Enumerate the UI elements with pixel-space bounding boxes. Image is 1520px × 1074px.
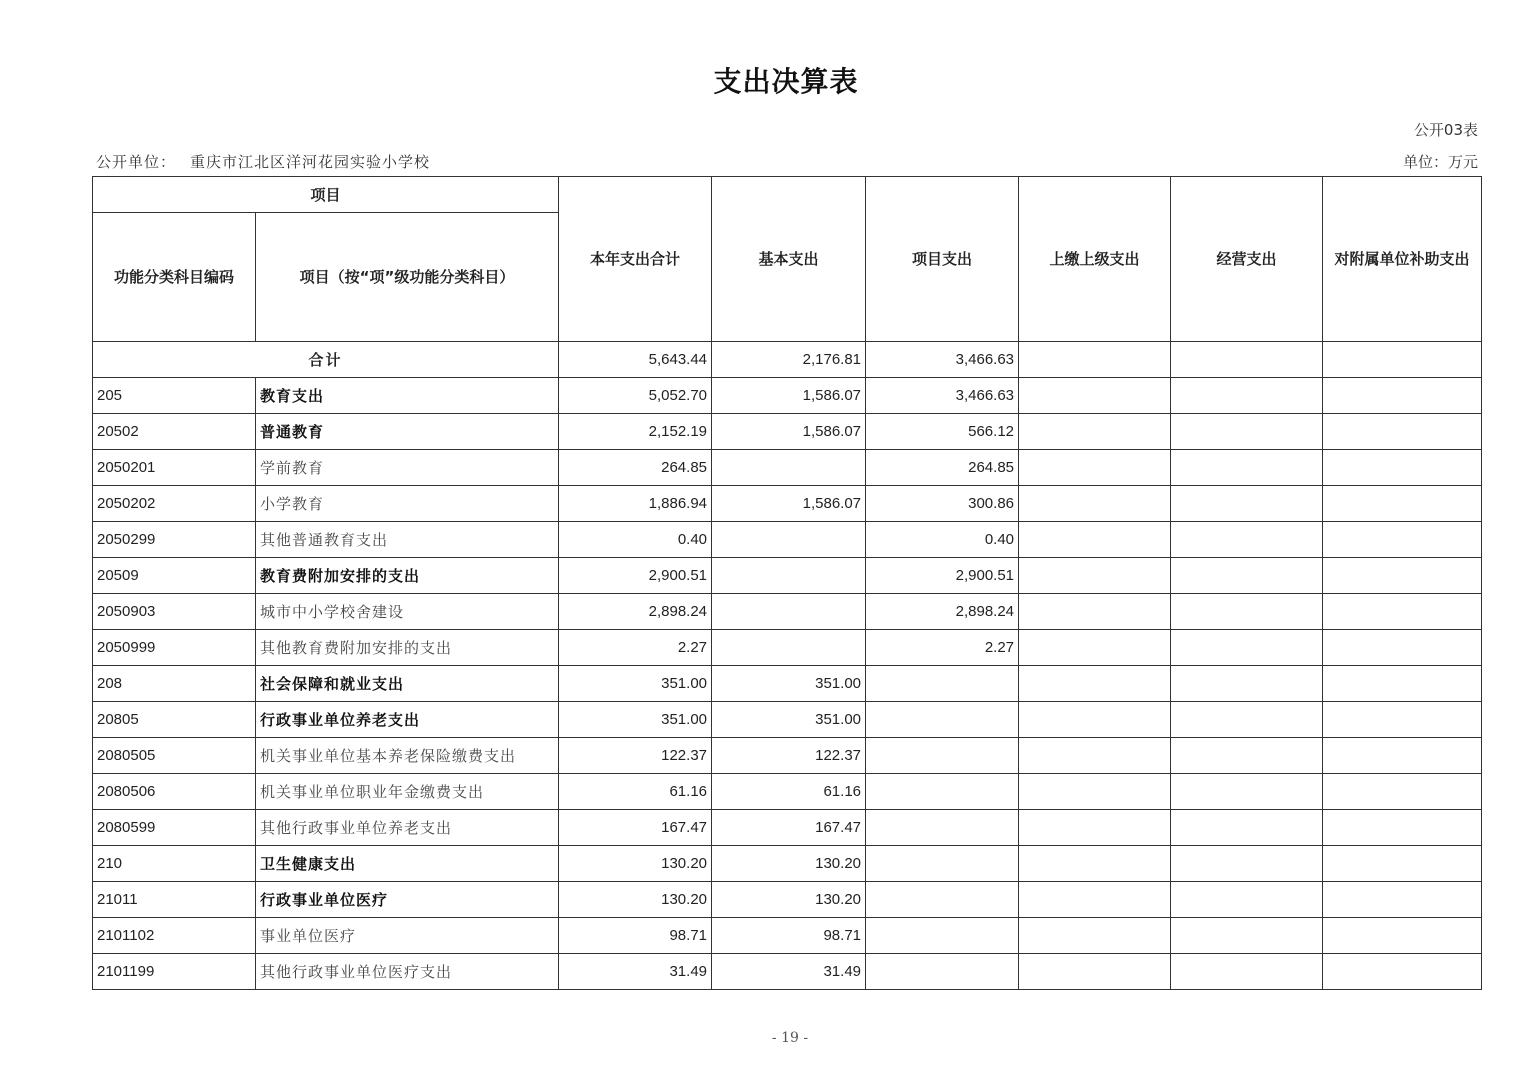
total-row bbox=[93, 342, 1482, 378]
cell-code: 2050201 bbox=[93, 450, 256, 486]
cell-business bbox=[1171, 810, 1323, 846]
cell-name: 学前教育 bbox=[256, 450, 559, 486]
cell-subsidy bbox=[1323, 738, 1482, 774]
cell-subsidy bbox=[1323, 810, 1482, 846]
cell-business bbox=[1171, 846, 1323, 882]
cell-subsidy bbox=[1323, 378, 1482, 414]
cell-business bbox=[1171, 414, 1323, 450]
cell-subsidy bbox=[1323, 666, 1482, 702]
page-number: - 19 - bbox=[771, 1030, 809, 1046]
cell-project: 3,466.63 bbox=[866, 378, 1019, 414]
reporting-unit bbox=[96, 151, 430, 172]
table-row bbox=[93, 702, 1482, 738]
cell-code: 2080505 bbox=[93, 738, 256, 774]
cell-project bbox=[866, 846, 1019, 882]
cell-project: 0.40 bbox=[866, 522, 1019, 558]
cell-subsidy bbox=[1323, 846, 1482, 882]
cell-business bbox=[1171, 378, 1323, 414]
cell-code: 2101102 bbox=[93, 918, 256, 954]
cell-upper bbox=[1019, 702, 1171, 738]
total-cell-subsidy bbox=[1323, 342, 1482, 378]
cell-code: 2050903 bbox=[93, 594, 256, 630]
table-row bbox=[93, 378, 1482, 414]
cell-code: 2050299 bbox=[93, 522, 256, 558]
cell-name: 城市中小学校舍建设 bbox=[256, 594, 559, 630]
cell-basic: 98.71 bbox=[712, 918, 866, 954]
cell-code: 2050999 bbox=[93, 630, 256, 666]
cell-name: 行政事业单位养老支出 bbox=[256, 702, 559, 738]
header-project: 项目支出 bbox=[866, 177, 1019, 342]
cell-total: 130.20 bbox=[559, 846, 712, 882]
cell-project bbox=[866, 702, 1019, 738]
cell-total: 0.40 bbox=[559, 522, 712, 558]
table-row bbox=[93, 486, 1482, 522]
cell-basic: 130.20 bbox=[712, 846, 866, 882]
cell-business bbox=[1171, 954, 1323, 990]
cell-subsidy bbox=[1323, 558, 1482, 594]
header-upper: 上缴上级支出 bbox=[1019, 177, 1171, 342]
cell-total: 5,052.70 bbox=[559, 378, 712, 414]
cell-project bbox=[866, 810, 1019, 846]
table-row bbox=[93, 522, 1482, 558]
cell-basic: 1,586.07 bbox=[712, 486, 866, 522]
page-title: 支出决算表 bbox=[713, 65, 859, 98]
table-row bbox=[93, 810, 1482, 846]
header-business: 经营支出 bbox=[1171, 177, 1323, 342]
cell-business bbox=[1171, 522, 1323, 558]
cell-total: 1,886.94 bbox=[559, 486, 712, 522]
cell-code: 21011 bbox=[93, 882, 256, 918]
table-row bbox=[93, 630, 1482, 666]
cell-code: 2080506 bbox=[93, 774, 256, 810]
cell-project bbox=[866, 666, 1019, 702]
cell-subsidy bbox=[1323, 882, 1482, 918]
cell-business bbox=[1171, 594, 1323, 630]
cell-project: 264.85 bbox=[866, 450, 1019, 486]
cell-business bbox=[1171, 774, 1323, 810]
cell-name: 社会保障和就业支出 bbox=[256, 666, 559, 702]
cell-total: 351.00 bbox=[559, 702, 712, 738]
cell-code: 20509 bbox=[93, 558, 256, 594]
form-number: 公开03表 bbox=[1413, 121, 1478, 139]
total-cell-upper bbox=[1019, 342, 1171, 378]
cell-subsidy bbox=[1323, 954, 1482, 990]
cell-business bbox=[1171, 486, 1323, 522]
cell-project bbox=[866, 882, 1019, 918]
cell-business bbox=[1171, 666, 1323, 702]
cell-total: 122.37 bbox=[559, 738, 712, 774]
cell-subsidy bbox=[1323, 450, 1482, 486]
cell-subsidy bbox=[1323, 486, 1482, 522]
cell-code: 20502 bbox=[93, 414, 256, 450]
cell-name: 小学教育 bbox=[256, 486, 559, 522]
table-row bbox=[93, 954, 1482, 990]
currency-unit: 单位：万元 bbox=[1402, 153, 1478, 171]
cell-upper bbox=[1019, 918, 1171, 954]
table-row bbox=[93, 594, 1482, 630]
cell-upper bbox=[1019, 774, 1171, 810]
table-row bbox=[93, 846, 1482, 882]
reporting-unit-label: 公开单位： bbox=[96, 153, 177, 171]
table-row bbox=[93, 450, 1482, 486]
cell-code: 210 bbox=[93, 846, 256, 882]
cell-business bbox=[1171, 738, 1323, 774]
cell-upper bbox=[1019, 486, 1171, 522]
cell-project: 2.27 bbox=[866, 630, 1019, 666]
cell-total: 61.16 bbox=[559, 774, 712, 810]
cell-basic: 122.37 bbox=[712, 738, 866, 774]
cell-total: 167.47 bbox=[559, 810, 712, 846]
cell-total: 130.20 bbox=[559, 882, 712, 918]
cell-upper bbox=[1019, 630, 1171, 666]
cell-subsidy bbox=[1323, 522, 1482, 558]
cell-upper bbox=[1019, 846, 1171, 882]
cell-project: 2,898.24 bbox=[866, 594, 1019, 630]
header-item: 项目（按“项”级功能分类科目） bbox=[256, 213, 559, 342]
table-row bbox=[93, 738, 1482, 774]
header-row-1 bbox=[93, 177, 1482, 213]
cell-basic bbox=[712, 450, 866, 486]
expenditure-table bbox=[92, 176, 1482, 990]
cell-basic: 130.20 bbox=[712, 882, 866, 918]
cell-total: 351.00 bbox=[559, 666, 712, 702]
cell-upper bbox=[1019, 414, 1171, 450]
reporting-unit-name: 重庆市江北区洋河花园实验小学校 bbox=[190, 153, 431, 171]
header-code: 功能分类科目编码 bbox=[93, 213, 256, 342]
cell-subsidy bbox=[1323, 774, 1482, 810]
cell-project bbox=[866, 774, 1019, 810]
total-cell-total: 5,643.44 bbox=[559, 342, 712, 378]
cell-business bbox=[1171, 882, 1323, 918]
cell-name: 教育支出 bbox=[256, 378, 559, 414]
cell-project bbox=[866, 918, 1019, 954]
cell-basic: 351.00 bbox=[712, 666, 866, 702]
cell-upper bbox=[1019, 954, 1171, 990]
cell-basic: 1,586.07 bbox=[712, 378, 866, 414]
cell-name: 行政事业单位医疗 bbox=[256, 882, 559, 918]
cell-basic bbox=[712, 558, 866, 594]
cell-name: 其他教育费附加安排的支出 bbox=[256, 630, 559, 666]
cell-name: 其他行政事业单位医疗支出 bbox=[256, 954, 559, 990]
cell-code: 20805 bbox=[93, 702, 256, 738]
cell-total: 264.85 bbox=[559, 450, 712, 486]
cell-total: 98.71 bbox=[559, 918, 712, 954]
cell-project: 300.86 bbox=[866, 486, 1019, 522]
total-cell-business bbox=[1171, 342, 1323, 378]
header-subsidy: 对附属单位补助支出 bbox=[1323, 177, 1482, 342]
cell-name: 其他普通教育支出 bbox=[256, 522, 559, 558]
total-cell-project: 3,466.63 bbox=[866, 342, 1019, 378]
table-row bbox=[93, 414, 1482, 450]
cell-total: 31.49 bbox=[559, 954, 712, 990]
cell-name: 卫生健康支出 bbox=[256, 846, 559, 882]
cell-project: 2,900.51 bbox=[866, 558, 1019, 594]
table-row bbox=[93, 774, 1482, 810]
cell-total: 2,152.19 bbox=[559, 414, 712, 450]
cell-code: 2080599 bbox=[93, 810, 256, 846]
total-label: 合计 bbox=[93, 342, 559, 378]
table-row bbox=[93, 918, 1482, 954]
table-row bbox=[93, 666, 1482, 702]
cell-business bbox=[1171, 450, 1323, 486]
cell-subsidy bbox=[1323, 918, 1482, 954]
cell-upper bbox=[1019, 450, 1171, 486]
cell-basic bbox=[712, 630, 866, 666]
cell-subsidy bbox=[1323, 630, 1482, 666]
header-total: 本年支出合计 bbox=[559, 177, 712, 342]
cell-business bbox=[1171, 918, 1323, 954]
cell-total: 2,898.24 bbox=[559, 594, 712, 630]
cell-basic: 351.00 bbox=[712, 702, 866, 738]
cell-total: 2.27 bbox=[559, 630, 712, 666]
cell-basic: 1,586.07 bbox=[712, 414, 866, 450]
cell-business bbox=[1171, 702, 1323, 738]
cell-upper bbox=[1019, 810, 1171, 846]
cell-upper bbox=[1019, 738, 1171, 774]
cell-basic: 167.47 bbox=[712, 810, 866, 846]
cell-upper bbox=[1019, 594, 1171, 630]
cell-project bbox=[866, 738, 1019, 774]
table-row bbox=[93, 558, 1482, 594]
cell-name: 教育费附加安排的支出 bbox=[256, 558, 559, 594]
cell-total: 2,900.51 bbox=[559, 558, 712, 594]
cell-project: 566.12 bbox=[866, 414, 1019, 450]
header-group-project: 项目 bbox=[93, 177, 559, 213]
cell-basic bbox=[712, 594, 866, 630]
cell-project bbox=[866, 954, 1019, 990]
cell-basic: 61.16 bbox=[712, 774, 866, 810]
total-cell-basic: 2,176.81 bbox=[712, 342, 866, 378]
cell-code: 2050202 bbox=[93, 486, 256, 522]
cell-code: 205 bbox=[93, 378, 256, 414]
cell-basic: 31.49 bbox=[712, 954, 866, 990]
cell-name: 机关事业单位职业年金缴费支出 bbox=[256, 774, 559, 810]
table-row bbox=[93, 882, 1482, 918]
cell-subsidy bbox=[1323, 414, 1482, 450]
cell-basic bbox=[712, 522, 866, 558]
cell-subsidy bbox=[1323, 594, 1482, 630]
cell-name: 普通教育 bbox=[256, 414, 559, 450]
cell-code: 208 bbox=[93, 666, 256, 702]
cell-business bbox=[1171, 630, 1323, 666]
cell-upper bbox=[1019, 882, 1171, 918]
cell-code: 2101199 bbox=[93, 954, 256, 990]
cell-name: 其他行政事业单位养老支出 bbox=[256, 810, 559, 846]
cell-name: 事业单位医疗 bbox=[256, 918, 559, 954]
cell-subsidy bbox=[1323, 702, 1482, 738]
cell-upper bbox=[1019, 378, 1171, 414]
cell-upper bbox=[1019, 522, 1171, 558]
header-basic: 基本支出 bbox=[712, 177, 866, 342]
cell-upper bbox=[1019, 666, 1171, 702]
cell-upper bbox=[1019, 558, 1171, 594]
cell-name: 机关事业单位基本养老保险缴费支出 bbox=[256, 738, 559, 774]
cell-business bbox=[1171, 558, 1323, 594]
